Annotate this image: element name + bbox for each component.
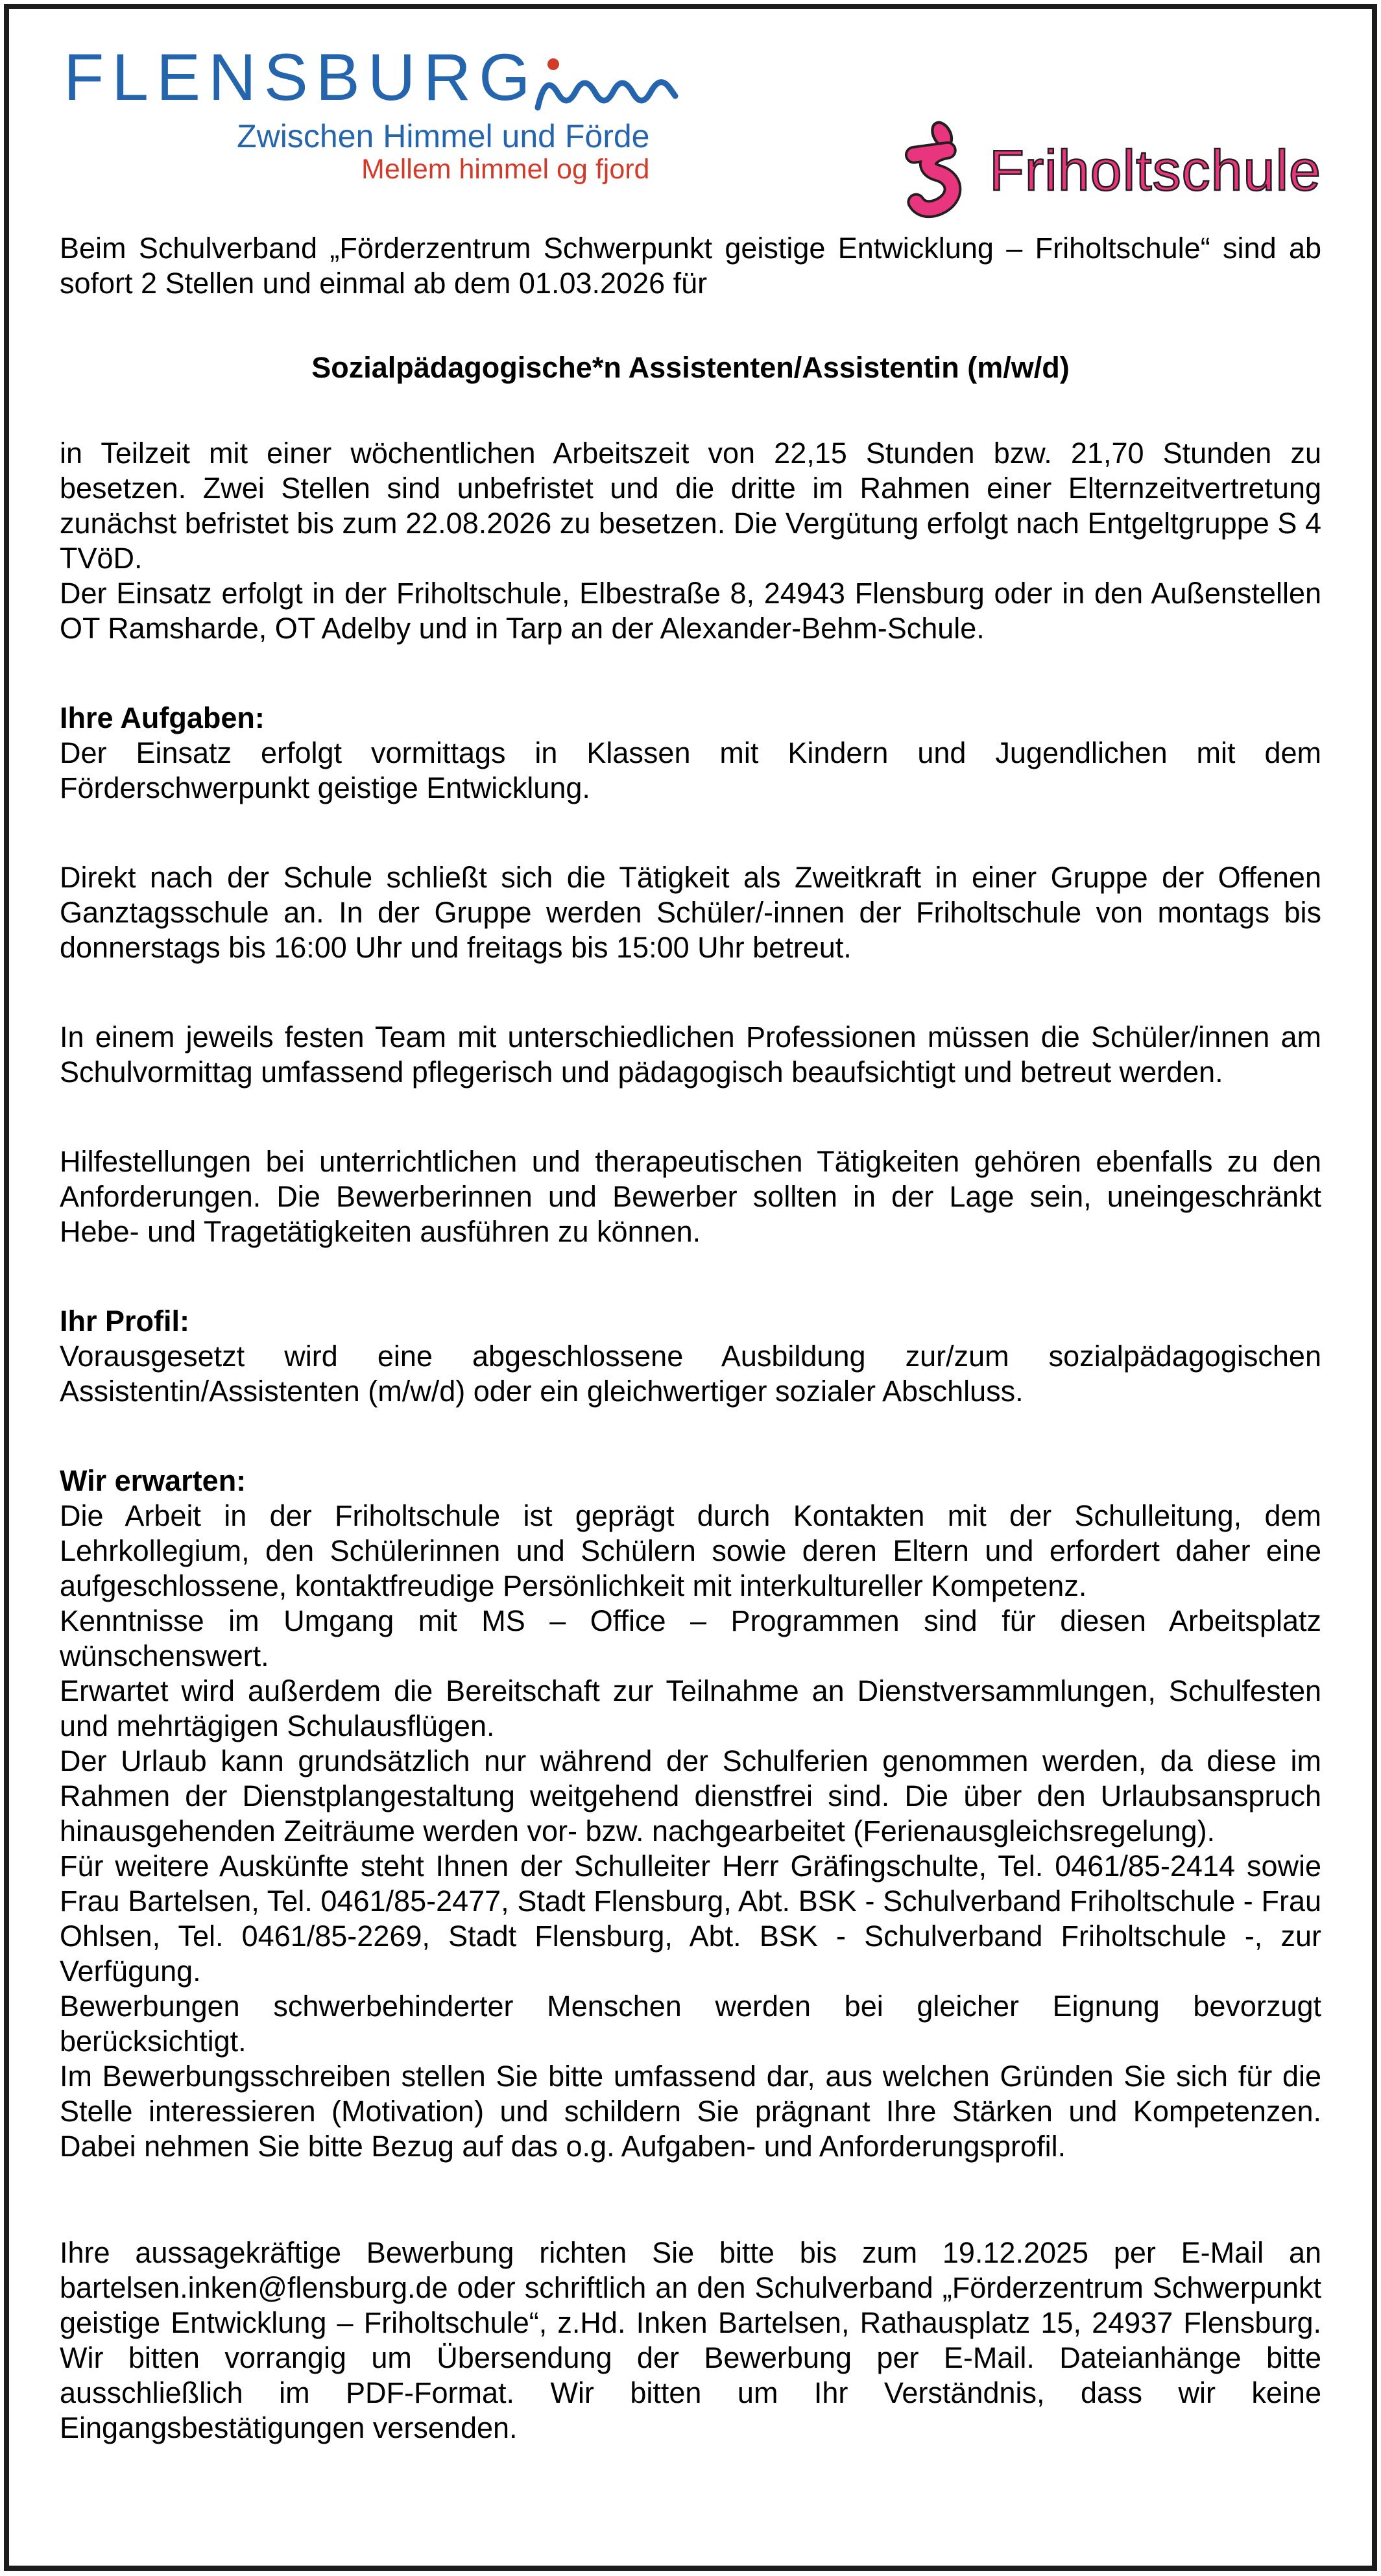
paragraph-work-location: Der Einsatz erfolgt in der Friholtschule, Elbestraße 8, 24943 Flensburg oder in den Außenstellen OT Ramsharde, OT Adelby und in Tarp an der Alexander-Behm-Schule.	[60, 577, 1321, 645]
intro-paragraph: Beim Schulverband „Förderzentrum Schwerpunkt geistige Entwicklung – Friholtschule“ sind ab sofort 2 Stellen und einmal ab dem 01.03.2026 für	[60, 232, 1321, 300]
paragraph-working-hours: in Teilzeit mit einer wöchentlichen Arbeitszeit von 22,15 Stunden bzw. 21,70 Stunden zu besetzen. Zwei Stellen sind unbefristet und die dritte im Rahmen einer Elternzeitvertretung zunächst befristet bis zum 22.08.2026 zu besetzen. Die Vergütung erfolgt nach Entgeltgruppe S 4 TVöD.	[60, 437, 1321, 575]
paragraph-motivation-letter: Im Bewerbungsschreiben stellen Sie bitte umfassend dar, aus welchen Gründen Sie sich für die Stelle interessieren (Motivation) und schildern Sie prägnant Ihre Stärken und Kompetenzen. Dabei nehmen Sie bitte Bezug auf das o.g. Aufgaben- und Anforderungsprofil.	[60, 2060, 1321, 2163]
masthead	[60, 40, 1321, 205]
flensburg-logo	[64, 40, 683, 186]
paragraph-contact-persons: Für weitere Auskünfte steht Ihnen der Schulleiter Herr Gräfingschulte, Tel. 0461/85-2414 sowie Frau Bartelsen, Tel. 0461/85-2477, Stadt Flensburg, Abt. BSK - Schulverband Friholtschule - Frau Ohlsen, Tel. 0461/85-2269, Stadt Flensburg, Abt. BSK - Schulverband Friholtschule -, zur Verfügung.	[60, 1849, 1321, 1988]
heading-your-profile: Ihr Profil:	[60, 1305, 189, 1338]
flensburg-wave-icon	[534, 56, 683, 112]
flensburg-wordmark-row	[64, 40, 683, 114]
paragraph-contacts: Die Arbeit in der Friholtschule ist geprägt durch Kontakten mit der Schulleitung, dem Lehrkollegium, den Schülerinnen und Schülern sowie deren Eltern und erfordert daher eine aufgeschlossene, kontaktfreudige Persönlichkeit mit interkultureller Kompetenz.	[60, 1499, 1321, 1602]
friholtschule-logo	[905, 119, 1321, 222]
job-title: Sozialpädagogische*n Assistenten/Assistentin (m/w/d)	[311, 351, 1070, 384]
paragraph-disabled-applicants: Bewerbungen schwerbehinderter Menschen werden bei gleicher Eignung bevorzugt berücksichtigt.	[60, 1990, 1321, 2058]
flensburg-wordmark: FLENSBURG	[64, 40, 538, 114]
paragraph-tasks-morning: Der Einsatz erfolgt vormittags in Klassen mit Kindern und Jugendlichen mit dem Förderschwerpunkt geistige Entwicklung.	[60, 736, 1321, 804]
friholtschule-figure-icon	[905, 119, 972, 222]
paragraph-application-instructions: Ihre aussagekräftige Bewerbung richten Sie bitte bis zum 19.12.2025 per E-Mail an bartelsen.inken@flensburg.de oder schriftlich an den Schulverband „Förderzentrum Schwerpunkt geistige Entwicklung – Friholtschule“, z.Hd. Inken Bartelsen, Rathausplatz 15, 24937 Flensburg. Wir bitten vorrangig um Übersendung der Bewerbung per E-Mail. Dateianhänge bitte ausschließlich im PDF-Format. Wir bitten um Ihr Verständnis, dass wir keine Eingangsbestätigungen versenden.	[60, 2236, 1321, 2444]
paragraph-tasks-afternoon: Direkt nach der Schule schließt sich die Tätigkeit als Zweitkraft in einer Gruppe der Offenen Ganztagsschule an. In der Gruppe werden Schüler/-innen der Friholtschule von montags bis donnerstags bis 16:00 Uhr und freitags bis 15:00 Uhr betreut.	[60, 861, 1321, 964]
job-posting-page	[4, 4, 1377, 2571]
paragraph-team: In einem jeweils festen Team mit unterschiedlichen Professionen müssen die Schüler/innen am Schulvormittag umfassend pflegerisch und pädagogisch beaufsichtigt und betreut werden.	[60, 1020, 1321, 1089]
paragraph-assistance-duties: Hilfestellungen bei unterrichtlichen und therapeutischen Tätigkeiten gehören ebenfalls zu den Anforderungen. Die Bewerberinnen und Bewerber sollten in der Lage sein, uneingeschränkt Hebe- und Tragetätigkeiten ausführen zu können.	[60, 1145, 1321, 1248]
paragraph-willingness: Erwartet wird außerdem die Bereitschaft zur Teilnahme an Dienstversammlungen, Schulfesten und mehrtägigen Schulausflügen.	[60, 1674, 1321, 1742]
flensburg-tagline-german: Zwischen Himmel und Förde	[237, 118, 650, 154]
paragraph-profile: Vorausgesetzt wird eine abgeschlossene Ausbildung zur/zum sozialpädagogischen Assistentin/Assistenten (m/w/d) oder ein gleichwertiger sozialer Abschluss.	[60, 1340, 1321, 1408]
paragraph-vacation: Der Urlaub kann grundsätzlich nur während der Schulferien genommen werden, da diese im Rahmen der Dienstplangestaltung weitgehend dienstfrei sind. Die über den Urlaubsanspruch hinausgehenden Zeiträume werden vor- bzw. nachgearbeitet (Ferienausgleichsregelung).	[60, 1744, 1321, 1848]
document-body	[60, 231, 1321, 2446]
flensburg-tagline-danish: Mellem himmel og fjord	[361, 153, 650, 185]
heading-we-expect: Wir erwarten:	[60, 1464, 246, 1497]
paragraph-ms-office: Kenntnisse im Umgang mit MS – Office – Programmen sind für diesen Arbeitsplatz wünschenswert.	[60, 1604, 1321, 1672]
heading-your-tasks: Ihre Aufgaben:	[60, 701, 265, 734]
friholtschule-wordmark: Friholtschule	[989, 138, 1321, 202]
